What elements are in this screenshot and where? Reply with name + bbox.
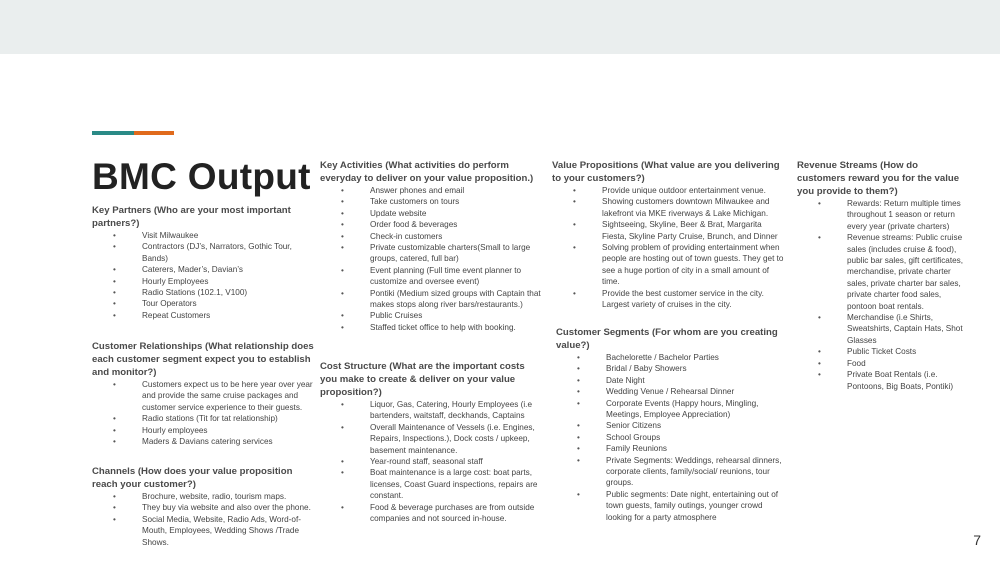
list-item: • Repeat Customers <box>92 310 314 321</box>
list-item: • Update website <box>320 208 542 219</box>
list-item: • Pontiki (Medium sized groups with Captain that makes stops along river bars/restaurants.) <box>320 288 542 311</box>
list-item: • Public segments: Date night, entertaining out of town guests, family outings, younger crowd looking for a party atmosphere <box>556 489 787 523</box>
list-item: • They buy via website and also over the phone. <box>92 502 314 513</box>
revenue-streams-list <box>797 198 967 392</box>
top-band <box>0 0 1000 54</box>
list-item: • Liquor, Gas, Catering, Hourly Employees (i.e bartenders, waitstaff, deckhands, Captains <box>320 399 542 422</box>
value-propositions-heading: Value Propositions (What value are you delivering to your customers?) <box>552 160 780 184</box>
list-item: • Date Night <box>556 375 787 386</box>
list-item: • Visit Milwaukee <box>92 230 314 241</box>
list-item: • Sightseeing, Skyline, Beer & Brat, Margarita Fiesta, Skyline Party Cruise, Brunch, and Dinner <box>552 219 787 242</box>
list-item: • Senior Citizens <box>556 420 787 431</box>
list-item: • Public Cruises <box>320 310 542 321</box>
customer-relationships-section <box>92 340 314 447</box>
channels-list <box>92 491 314 548</box>
list-item: • Overall Maintenance of Vessels (i.e. Engines, Repairs, Inspections.), Dock costs / upkeep, basement maintenance. <box>320 422 542 456</box>
customer-segments-section <box>556 326 787 523</box>
key-activities-heading: Key Activities (What activities do perform everyday to deliver on your value proposition.) <box>320 160 534 184</box>
list-item: • Provide unique outdoor entertainment venue. <box>552 185 787 196</box>
list-item: • Bridal / Baby Showers <box>556 363 787 374</box>
list-item: • Social Media, Website, Radio Ads, Word-of-Mouth, Employees, Wedding Shows /Trade Shows. <box>92 514 314 548</box>
list-item: • Caterers, Mader’s, Davian’s <box>92 264 314 275</box>
list-item: • Private Segments: Weddings, rehearsal dinners, corporate clients, family/social/ reunions, tour groups. <box>556 455 787 489</box>
revenue-streams-heading: Revenue Streams (How do customers reward you for the value you provide to them?) <box>797 160 960 197</box>
list-item: • Public Ticket Costs <box>797 346 967 357</box>
list-item: • Maders & Davians catering services <box>92 436 314 447</box>
list-item: • Event planning (Full time event planner to customize and oversee event) <box>320 265 542 288</box>
list-item: • Brochure, website, radio, tourism maps. <box>92 491 314 502</box>
list-item: • Food & beverage purchases are from outside companies and not sourced in-house. <box>320 502 542 525</box>
key-activities-section <box>320 159 542 333</box>
channels-section <box>92 465 314 548</box>
revenue-streams-section <box>797 159 967 392</box>
cost-structure-list <box>320 399 542 524</box>
list-item: • Private customizable charters(Small to large groups, catered, full bar) <box>320 242 542 265</box>
accent-bar-orange <box>134 131 174 135</box>
list-item: • Bachelorette / Bachelor Parties <box>556 352 787 363</box>
value-propositions-section <box>552 159 787 310</box>
key-activities-list <box>320 185 542 333</box>
list-item: • Provide the best customer service in the city. Largest variety of cruises in the city. <box>552 288 787 311</box>
customer-segments-list <box>556 352 787 523</box>
list-item: • Showing customers downtown Milwaukee and lakefront via MKE riverways & Lake Michigan. <box>552 196 787 219</box>
list-item: • Check-in customers <box>320 231 542 242</box>
customer-segments-heading: Customer Segments (For whom are you creating value?) <box>556 327 778 351</box>
customer-relationships-heading: Customer Relationships (What relationship does each customer segment expect you to establish and monitor?) <box>92 341 314 378</box>
key-partners-section <box>92 204 314 321</box>
list-item: • Family Reunions <box>556 443 787 454</box>
list-item: • Contractors (DJ’s, Narrators, Gothic Tour, Bands) <box>92 241 314 264</box>
slide-title: BMC Output <box>92 156 311 197</box>
list-item: • Staffed ticket office to help with booking. <box>320 322 542 333</box>
list-item: • Hourly Employees <box>92 276 314 287</box>
list-item: • Year-round staff, seasonal staff <box>320 456 542 467</box>
list-item: • Merchandise (i.e Shirts, Sweatshirts, Captain Hats, Shot Glasses <box>797 312 967 346</box>
list-item: • Answer phones and email <box>320 185 542 196</box>
list-item: • Food <box>797 358 967 369</box>
list-item: • Radio Stations (102.1, V100) <box>92 287 314 298</box>
list-item: • Hourly employees <box>92 425 314 436</box>
key-partners-list <box>92 230 314 321</box>
list-item: • Boat maintenance is a large cost: boat parts, licenses, Coast Guard inspections, repairs are constant. <box>320 467 542 501</box>
customer-relationships-list <box>92 379 314 447</box>
list-item: • Corporate Events (Happy hours, Mingling, Meetings, Employee Appreciation) <box>556 398 787 421</box>
list-item: • Take customers on tours <box>320 196 542 207</box>
channels-heading: Channels (How does your value proposition reach your customer?) <box>92 466 293 490</box>
list-item: • Tour Operators <box>92 298 314 309</box>
list-item: • Rewards: Return multiple times throughout 1 season or return every year (private charters) <box>797 198 967 232</box>
list-item: • Solving problem of providing entertainment when people are hosting out of town guests. They get to see a huge portion of city in a small amount of time. <box>552 242 787 288</box>
list-item: • Wedding Venue / Rehearsal Dinner <box>556 386 787 397</box>
list-item: • School Groups <box>556 432 787 443</box>
list-item: • Revenue streams: Public cruise sales (includes cruise & food), public bar sales, gift certificates, merchandise, private charter sales, private charter bar sales, private charter food sales, pontoon boat rentals. <box>797 232 967 312</box>
cost-structure-section <box>320 360 542 524</box>
list-item: • Radio stations (Tit for tat relationship) <box>92 413 314 424</box>
list-item: • Customers expect us to be here year over year and provide the same cruise packages and customer service experience to their guests. <box>92 379 314 413</box>
list-item: • Private Boat Rentals (i.e. Pontoons, Big Boats, Pontiki) <box>797 369 967 392</box>
key-partners-heading: Key Partners (Who are your most important partners?) <box>92 205 291 229</box>
cost-structure-heading: Cost Structure (What are the important costs you make to create & deliver on your value proposition?) <box>320 361 525 398</box>
accent-bar-teal <box>92 131 134 135</box>
value-propositions-list <box>552 185 787 310</box>
list-item: • Order food & beverages <box>320 219 542 230</box>
page-number: 7 <box>973 532 981 548</box>
